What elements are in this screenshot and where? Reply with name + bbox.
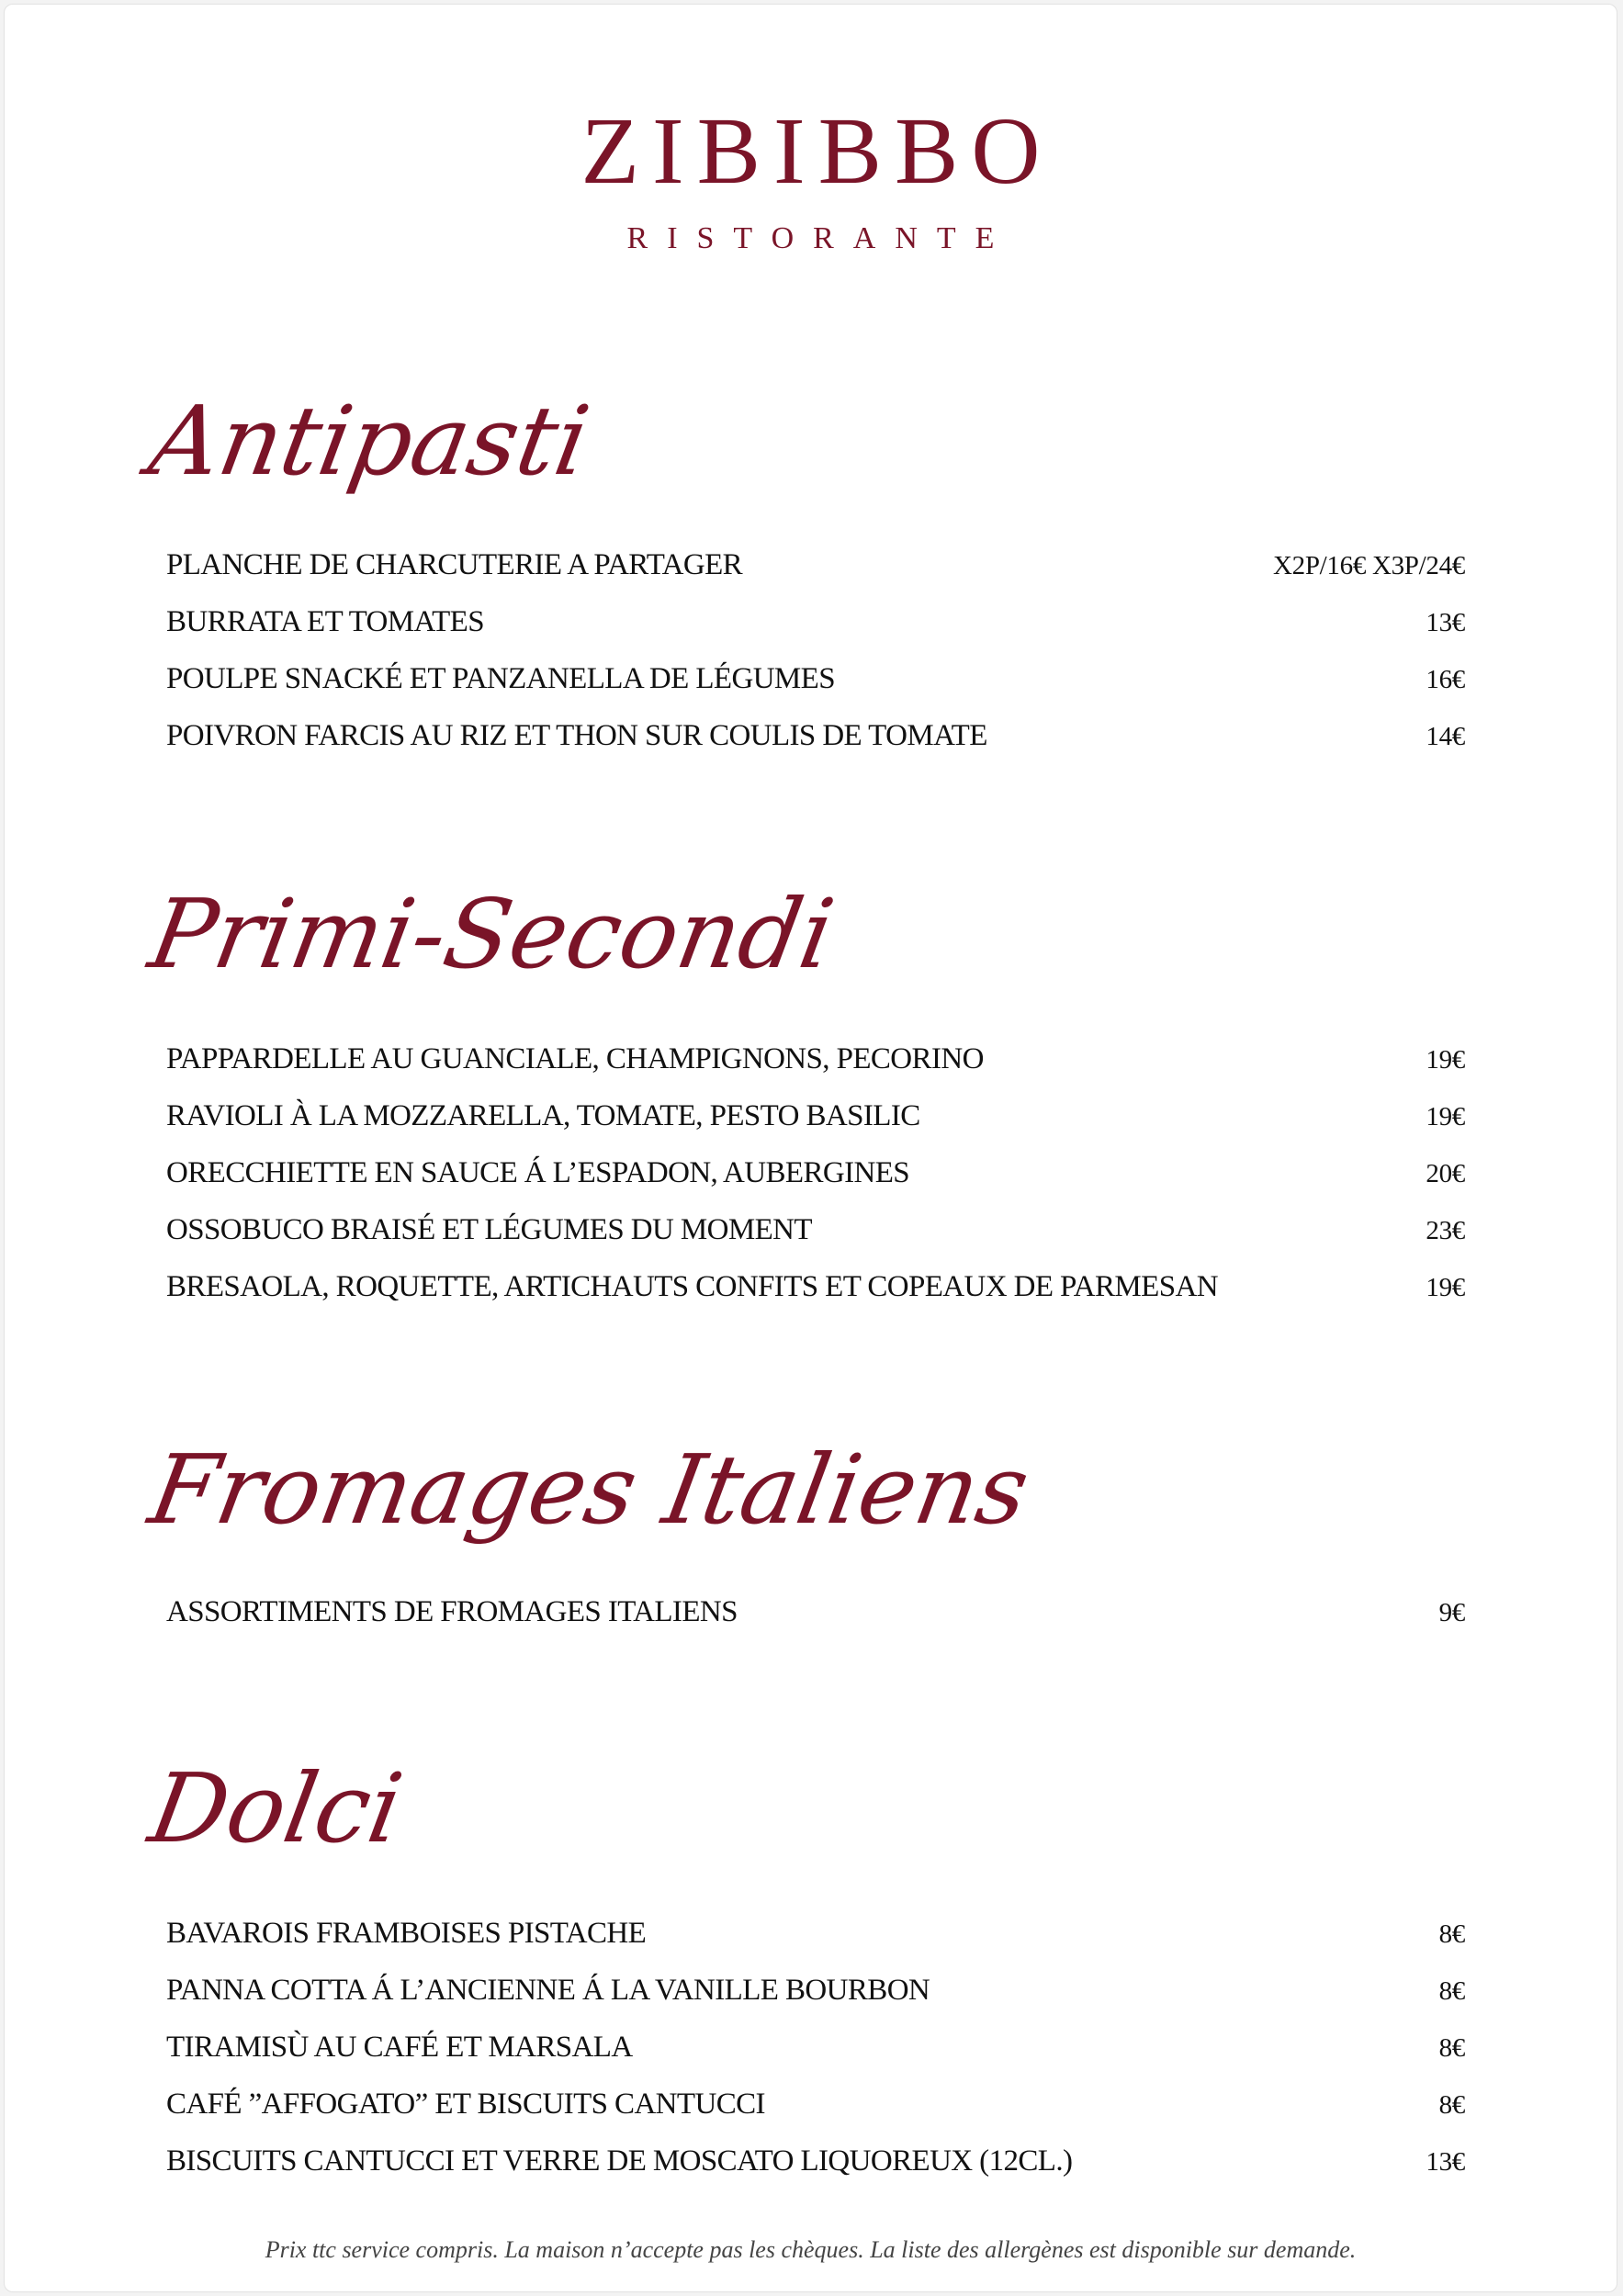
menu-item [166, 719, 1465, 761]
menu-item-price: 13€ [1426, 2147, 1465, 2177]
restaurant-name: ZIBIBBO [580, 98, 1054, 204]
menu-item-price: 19€ [1426, 1045, 1465, 1075]
menu-item-name: POIVRON FARCIS AU RIZ ET THON SUR COULIS DE TOMATE [166, 719, 987, 752]
menu-item [166, 1595, 1465, 1638]
menu-item [166, 2144, 1465, 2187]
menu-item-price: 19€ [1426, 1273, 1465, 1302]
menu-item-price: X2P/16€ X3P/24€ [1272, 551, 1465, 580]
section-title-fromages-italiens: Fromages Italiens [141, 1434, 1037, 1546]
menu-item [166, 1156, 1465, 1199]
menu-item [166, 1099, 1465, 1142]
menu-item-price: 20€ [1426, 1159, 1465, 1188]
footer-note: Prix ttc service compris. La maison n’accepte pas les chèques. La liste des allergènes est disponible sur demande. [265, 2236, 1357, 2263]
menu-item-price: 23€ [1426, 1216, 1465, 1245]
menu-item-price: 14€ [1426, 722, 1465, 751]
menu-item-price: 13€ [1426, 608, 1465, 637]
menu-item-price: 16€ [1426, 665, 1465, 694]
menu-item-name: OSSOBUCO BRAISÉ ET LÉGUMES DU MOMENT [166, 1213, 812, 1246]
menu-item-name: BRESAOLA, ROQUETTE, ARTICHAUTS CONFITS ET COPEAUX DE PARMESAN [166, 1270, 1218, 1303]
menu-item [166, 1042, 1465, 1085]
menu-page [4, 4, 1617, 2292]
menu-item-name: ASSORTIMENTS DE FROMAGES ITALIENS [166, 1595, 738, 1628]
menu-item-name: PAPPARDELLE AU GUANCIALE, CHAMPIGNONS, PECORINO [166, 1042, 984, 1075]
menu-item [166, 1917, 1465, 1959]
menu-item-name: POULPE SNACKÉ ET PANZANELLA DE LÉGUMES [166, 662, 835, 695]
menu-item-price: 8€ [1438, 1976, 1465, 2006]
section-title-dolci: Dolci [141, 1752, 411, 1864]
menu-item [166, 2088, 1465, 2130]
section-title-antipasti: Antipasti [141, 385, 598, 497]
menu-item-price: 8€ [1438, 1919, 1465, 1949]
restaurant-logo [5, 98, 1617, 255]
menu-item [166, 2031, 1465, 2073]
menu-item-name: RAVIOLI À LA MOZZARELLA, TOMATE, PESTO BASILIC [166, 1099, 920, 1132]
menu-item [166, 1270, 1465, 1312]
menu-item-name: CAFÉ ”AFFOGATO” ET BISCUITS CANTUCCI [166, 2088, 765, 2121]
menu-item [166, 662, 1465, 704]
menu-item-price: 9€ [1438, 1598, 1465, 1627]
menu-item [166, 548, 1465, 591]
menu-item-name: BAVAROIS FRAMBOISES PISTACHE [166, 1917, 647, 1950]
menu-item-name: PLANCHE DE CHARCUTERIE A PARTAGER [166, 548, 743, 581]
menu-item-name: ORECCHIETTE EN SAUCE Á L’ESPADON, AUBERGINES [166, 1156, 910, 1189]
menu-item [166, 1213, 1465, 1255]
menu-item-price: 8€ [1438, 2090, 1465, 2120]
menu-item-price: 8€ [1438, 2033, 1465, 2063]
restaurant-subtitle: RISTORANTE [626, 221, 1014, 255]
menu-item-name: PANNA COTTA Á L’ANCIENNE Á LA VANILLE BOURBON [166, 1974, 930, 2007]
menu-item-name: BISCUITS CANTUCCI ET VERRE DE MOSCATO LIQUOREUX (12CL.) [166, 2144, 1073, 2178]
menu-item-name: BURRATA ET TOMATES [166, 605, 484, 638]
menu-item-name: TIRAMISÙ AU CAFÉ ET MARSALA [166, 2031, 633, 2064]
menu-item [166, 605, 1465, 647]
menu-item-price: 19€ [1426, 1102, 1465, 1131]
menu-item [166, 1974, 1465, 2016]
section-title-primi-secondi: Primi-Secondi [141, 878, 842, 990]
